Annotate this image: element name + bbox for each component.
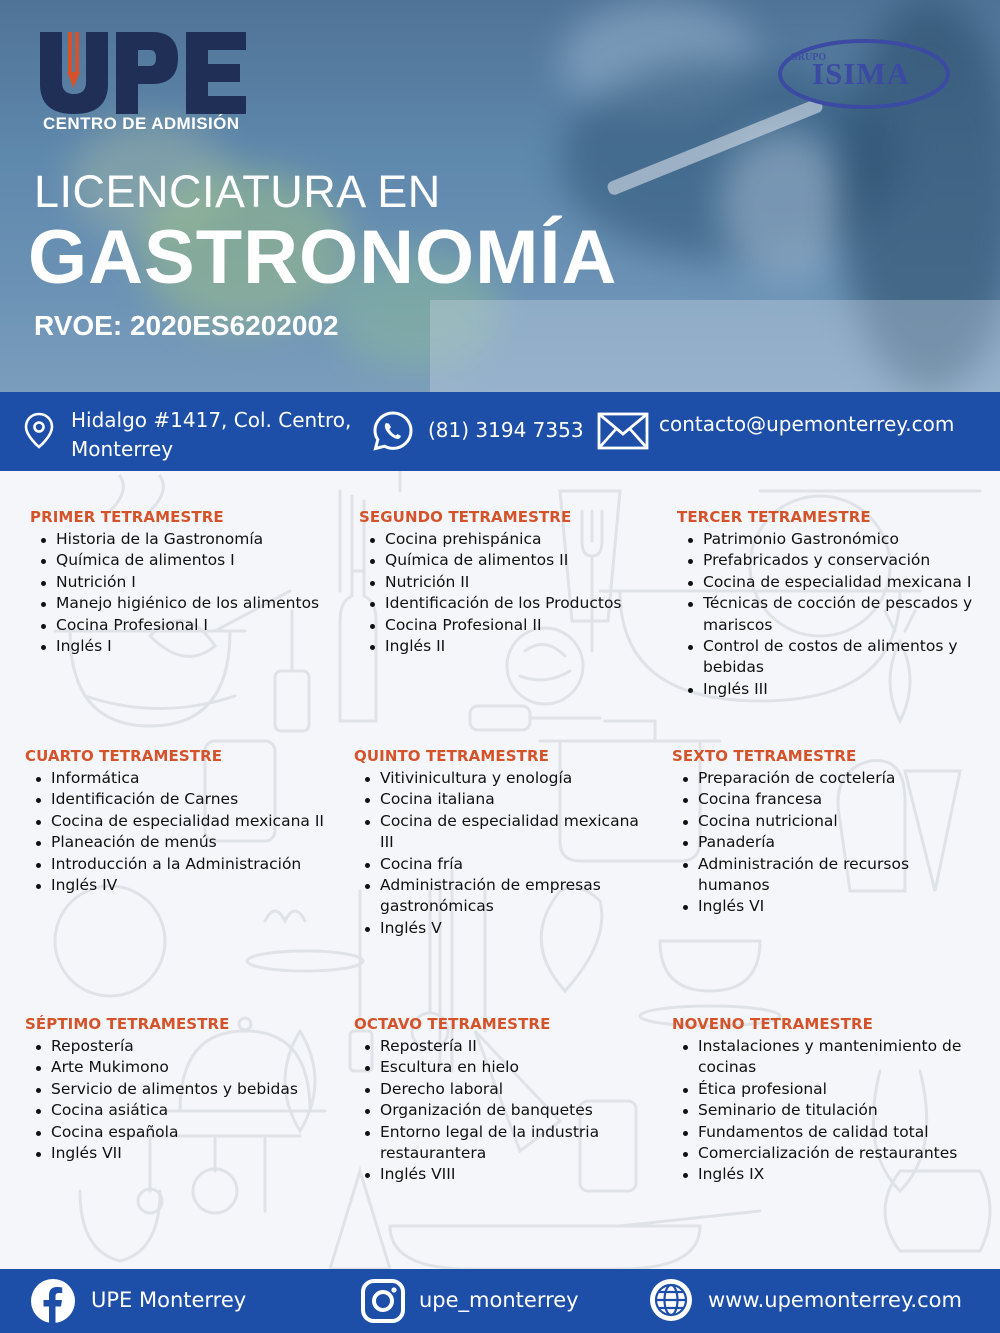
- facebook-icon[interactable]: [30, 1278, 76, 1324]
- envelope-icon: [597, 412, 649, 450]
- course-item: Introducción a la Administración: [25, 854, 324, 875]
- semester-title: SEXTO TETRAMESTRE: [672, 747, 857, 765]
- hero-banner: [0, 0, 1000, 392]
- course-item: Cocina española: [25, 1122, 298, 1143]
- course-item: Comercialización de restaurantes: [672, 1143, 972, 1164]
- course-list: [25, 768, 324, 896]
- course-item: Cocina de especialidad mexicana III: [354, 811, 654, 854]
- course-item: Química de alimentos I: [30, 550, 319, 571]
- instagram-icon[interactable]: [360, 1278, 406, 1324]
- isima-logo-group-text: GRUPO: [790, 52, 827, 63]
- course-list: [672, 768, 932, 918]
- course-item: Inglés II: [359, 636, 622, 657]
- course-item: Entorno legal de la industria restaurantera: [354, 1122, 614, 1165]
- location-pin-icon: [24, 412, 54, 450]
- course-item: Repostería II: [354, 1036, 614, 1057]
- semester-block-7: [25, 1014, 298, 1164]
- curriculum-section: [0, 471, 1000, 1269]
- course-item: Administración de recursos humanos: [672, 854, 932, 897]
- rvoe-code: RVOE: 2020ES6202002: [34, 310, 339, 341]
- contact-bar: [0, 392, 1000, 471]
- course-item: Repostería: [25, 1036, 298, 1057]
- semester-title: CUARTO TETRAMESTRE: [25, 747, 223, 765]
- course-item: Arte Mukimono: [25, 1057, 298, 1078]
- logo-subtitle: CENTRO DE ADMISIÓN: [43, 114, 240, 133]
- course-item: Manejo higiénico de los alimentos: [30, 593, 319, 614]
- course-list: [30, 529, 319, 657]
- semester-title: SÉPTIMO TETRAMESTRE: [25, 1015, 230, 1033]
- course-item: Historia de la Gastronomía: [30, 529, 319, 550]
- course-item: Inglés VIII: [354, 1164, 614, 1185]
- course-item: Organización de banquetes: [354, 1100, 614, 1121]
- social-footer: [0, 1269, 1000, 1333]
- semester-title: SEGUNDO TETRAMESTRE: [359, 508, 572, 526]
- course-item: Escultura en hielo: [354, 1057, 614, 1078]
- course-item: Cocina asiática: [25, 1100, 298, 1121]
- course-item: Identificación de los Productos: [359, 593, 622, 614]
- course-item: Cocina Profesional II: [359, 615, 622, 636]
- course-item: Inglés IX: [672, 1164, 972, 1185]
- course-item: Informática: [25, 768, 324, 789]
- semester-title: OCTAVO TETRAMESTRE: [354, 1015, 551, 1033]
- course-item: Control de costos de alimentos y bebidas: [677, 636, 977, 679]
- program-title-line1: LICENCIATURA EN: [34, 166, 441, 217]
- course-item: Instalaciones y mantenimiento de cocinas: [672, 1036, 972, 1079]
- course-item: Ética profesional: [672, 1079, 972, 1100]
- course-list: [672, 1036, 972, 1186]
- course-item: Preparación de coctelería: [672, 768, 932, 789]
- course-item: Química de alimentos II: [359, 550, 622, 571]
- semester-title: TERCER TETRAMESTRE: [677, 508, 871, 526]
- facebook-link[interactable]: UPE Monterrey: [91, 1288, 247, 1312]
- course-item: Técnicas de cocción de pescados y mariscos: [677, 593, 977, 636]
- isima-logo-name: ISIMA: [812, 56, 911, 91]
- course-item: Administración de empresas gastronómicas: [354, 875, 614, 918]
- instagram-link[interactable]: upe_monterrey: [419, 1288, 579, 1312]
- course-item: Cocina prehispánica: [359, 529, 622, 550]
- course-item: Vitivinicultura y enología: [354, 768, 654, 789]
- address[interactable]: [71, 406, 371, 464]
- course-item: Cocina francesa: [672, 789, 932, 810]
- address-line2: Monterrey: [71, 437, 174, 461]
- semester-block-3: [677, 507, 977, 700]
- semester-block-8: [354, 1014, 614, 1186]
- semester-block-2: [359, 507, 622, 657]
- course-list: [359, 529, 622, 657]
- course-item: Cocina de especialidad mexicana I: [677, 572, 977, 593]
- course-item: Cocina italiana: [354, 789, 654, 810]
- course-item: Inglés VII: [25, 1143, 298, 1164]
- semester-title: QUINTO TETRAMESTRE: [354, 747, 549, 765]
- course-item: Cocina nutricional: [672, 811, 932, 832]
- semester-block-4: [25, 746, 324, 896]
- course-item: Inglés V: [354, 918, 654, 939]
- hero-photo-hand: [720, 130, 850, 280]
- course-list: [354, 1036, 614, 1186]
- course-item: Patrimonio Gastronómico: [677, 529, 977, 550]
- course-item: Servicio de alimentos y bebidas: [25, 1079, 298, 1100]
- course-item: Prefabricados y conservación: [677, 550, 977, 571]
- course-item: Cocina de especialidad mexicana II: [25, 811, 324, 832]
- upe-logo-mark: [40, 32, 250, 116]
- program-title-line2: GASTRONOMÍA: [28, 215, 618, 300]
- semester-title: PRIMER TETRAMESTRE: [30, 508, 224, 526]
- course-item: Planeación de menús: [25, 832, 324, 853]
- address-line1: Hidalgo #1417, Col. Centro,: [71, 408, 352, 432]
- course-item: Identificación de Carnes: [25, 789, 324, 810]
- course-item: Inglés I: [30, 636, 319, 657]
- course-item: Inglés VI: [672, 896, 932, 917]
- course-list: [677, 529, 977, 700]
- course-item: Nutrición I: [30, 572, 319, 593]
- course-item: Cocina fría: [354, 854, 654, 875]
- semester-block-1: [30, 507, 319, 657]
- hero-photo-board: [430, 300, 1000, 392]
- course-item: Inglés III: [677, 679, 977, 700]
- course-item: Seminario de titulación: [672, 1100, 972, 1121]
- course-list: [354, 768, 654, 939]
- website-link[interactable]: www.upemonterrey.com: [708, 1288, 962, 1312]
- semester-title: NOVENO TETRAMESTRE: [672, 1015, 873, 1033]
- course-item: Derecho laboral: [354, 1079, 614, 1100]
- globe-icon[interactable]: [649, 1278, 693, 1322]
- semester-block-6: [672, 746, 932, 918]
- course-item: Fundamentos de calidad total: [672, 1122, 972, 1143]
- semester-block-9: [672, 1014, 972, 1186]
- course-item: Cocina Profesional I: [30, 615, 319, 636]
- email-address[interactable]: contacto@upemonterrey.com: [659, 412, 955, 436]
- phone-number[interactable]: (81) 3194 7353: [428, 418, 584, 442]
- semester-block-5: [354, 746, 654, 939]
- course-item: Nutrición II: [359, 572, 622, 593]
- course-item: Inglés IV: [25, 875, 324, 896]
- course-item: Panadería: [672, 832, 932, 853]
- whatsapp-icon: [371, 409, 415, 453]
- course-list: [25, 1036, 298, 1164]
